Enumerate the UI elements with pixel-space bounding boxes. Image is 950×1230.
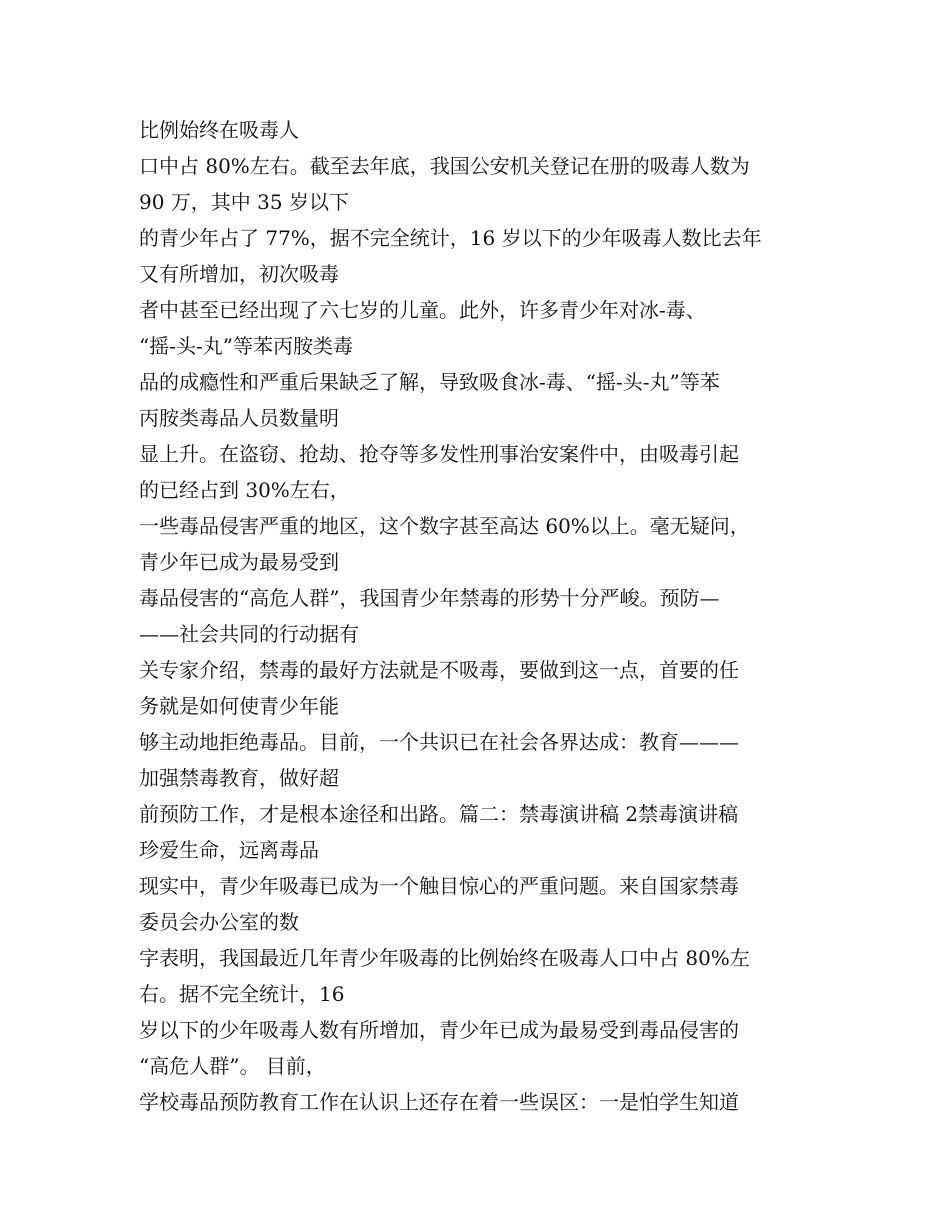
text-line: 字表明，我国最近几年青少年吸毒的比例始终在吸毒人口中占 80%左 [139,946,750,970]
text-line: “高危人群”。 目前， [139,1054,326,1078]
text-line: 又有所增加，初次吸毒 [139,262,339,286]
text-line: 关专家介绍，禁毒的最好方法就是不吸毒，要做到这一点，首要的任 [139,658,739,682]
text-line: “摇-头-丸”等苯丙胺类毒 [139,334,353,358]
text-line: 显上升。在盗窃、抢劫、抢夺等多发性刑事治安案件中，由吸毒引起 [139,442,739,466]
text-line: 现实中，青少年吸毒已成为一个触目惊心的严重问题。来自国家禁毒 [139,874,739,898]
text-line: 比例始终在吸毒人 [139,118,299,142]
text-line: 委员会办公室的数 [139,910,299,934]
text-line: 前预防工作，才是根本途径和出路。篇二：禁毒演讲稿 2禁毒演讲稿 [139,802,739,826]
text-line: 务就是如何使青少年能 [139,694,339,718]
text-line: 加强禁毒教育，做好超 [139,766,339,790]
text-line: 珍爱生命，远离毒品 [139,838,319,862]
text-line: 学校毒品预防教育工作在认识上还存在着一些误区：一是怕学生知道 [139,1090,739,1114]
text-line: 者中甚至已经出现了六七岁的儿童。此外，许多青少年对冰-毒、 [139,298,706,322]
text-line: 口中占 80%左右。截至去年底，我国公安机关登记在册的吸毒人数为 [139,154,750,178]
text-line: 一些毒品侵害严重的地区，这个数字甚至高达 60%以上。毫无疑问， [139,514,750,538]
text-line: 右。据不完全统计，16 [139,982,345,1006]
body-text [139,112,819,1120]
text-line: 青少年已成为最易受到 [139,550,339,574]
text-line: 90 万，其中 35 岁以下 [139,190,349,214]
text-line: 丙胺类毒品人员数量明 [139,406,339,430]
text-line: 够主动地拒绝毒品。目前，一个共识已在社会各界达成：教育——— [139,730,739,754]
text-line: 毒品侵害的“高危人群”，我国青少年禁毒的形势十分严峻。预防— [139,586,720,610]
text-line: 的青少年占了 77%，据不完全统计，16 岁以下的少年吸毒人数比去年 [139,226,762,250]
text-line: 品的成瘾性和严重后果缺乏了解，导致吸食冰-毒、“摇-头-丸”等苯 [139,370,720,394]
text-line: ——社会共同的行动据有 [139,622,359,646]
text-line: 岁以下的少年吸毒人数有所增加，青少年已成为最易受到毒品侵害的 [139,1018,739,1042]
text-line: 的已经占到 30%左右， [139,478,350,502]
